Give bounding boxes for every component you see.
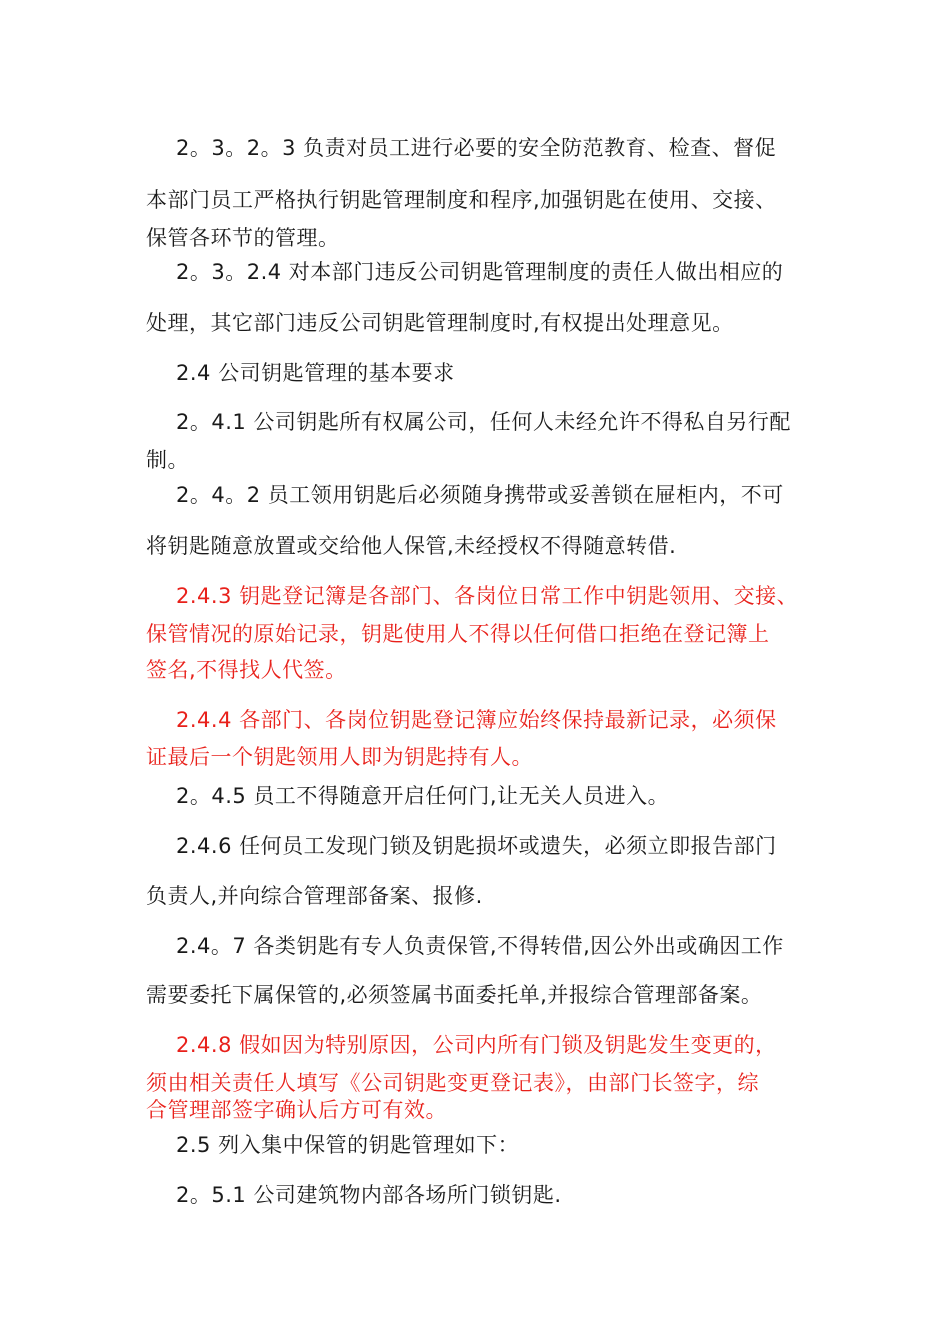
highlighted-paragraph-line: 2.4.4 各部门、各岗位钥匙登记簿应始终保持最新记录，必须保 — [176, 708, 777, 732]
paragraph-line: 2.4。7 各类钥匙有专人负责保管,不得转借,因公外出或确因工作 — [176, 934, 784, 958]
paragraph-line: 2。4。2 员工领用钥匙后必须随身携带或妥善锁在屉柜内，不可 — [176, 483, 784, 507]
paragraph-line: 本部门员工严格执行钥匙管理制度和程序,加强钥匙在使用、交接、 — [146, 188, 777, 212]
paragraph-line: 2.4 公司钥匙管理的基本要求 — [176, 361, 455, 385]
paragraph-line: 制。 — [146, 448, 189, 472]
paragraph-line: 2。3。2.4 对本部门违反公司钥匙管理制度的责任人做出相应的 — [176, 260, 784, 284]
paragraph-line: 处理，其它部门违反公司钥匙管理制度时,有权提出处理意见。 — [146, 311, 734, 335]
paragraph-line: 2。3。2。3 负责对员工进行必要的安全防范教育、检查、督促 — [176, 136, 777, 160]
highlighted-paragraph-line: 2.4.8 假如因为特别原因，公司内所有门锁及钥匙发生变更的， — [176, 1033, 777, 1057]
paragraph-line: 负责人,并向综合管理部备案、报修. — [146, 884, 483, 908]
highlighted-paragraph-line: 合管理部签字确认后方可有效。 — [146, 1098, 447, 1122]
paragraph-line: 2。5.1 公司建筑物内部各场所门锁钥匙. — [176, 1183, 562, 1207]
highlighted-paragraph-line: 证最后一个钥匙领用人即为钥匙持有人。 — [146, 745, 533, 769]
highlighted-paragraph-line: 须由相关责任人填写《公司钥匙变更登记表》，由部门长签字，综 — [146, 1071, 759, 1095]
paragraph-line: 2.4.6 任何员工发现门锁及钥匙损坏或遗失，必须立即报告部门 — [176, 834, 777, 858]
highlighted-paragraph-line: 签名,不得找人代签。 — [146, 658, 347, 682]
paragraph-line: 2。4.5 员工不得随意开启任何门,让无关人员进入。 — [176, 784, 670, 808]
paragraph-line: 2.5 列入集中保管的钥匙管理如下： — [176, 1133, 520, 1157]
highlighted-paragraph-line: 保管情况的原始记录，钥匙使用人不得以任何借口拒绝在登记簿上 — [146, 622, 770, 646]
paragraph-line: 保管各环节的管理。 — [146, 226, 340, 250]
highlighted-paragraph-line: 2.4.3 钥匙登记簿是各部门、各岗位日常工作中钥匙领用、交接、 — [176, 584, 799, 608]
paragraph-line: 需要委托下属保管的,必须签属书面委托单,并报综合管理部备案。 — [146, 983, 763, 1007]
paragraph-line: 将钥匙随意放置或交给他人保管,未经授权不得随意转借. — [146, 534, 677, 558]
paragraph-line: 2。4.1 公司钥匙所有权属公司，任何人未经允许不得私自另行配 — [176, 410, 791, 434]
